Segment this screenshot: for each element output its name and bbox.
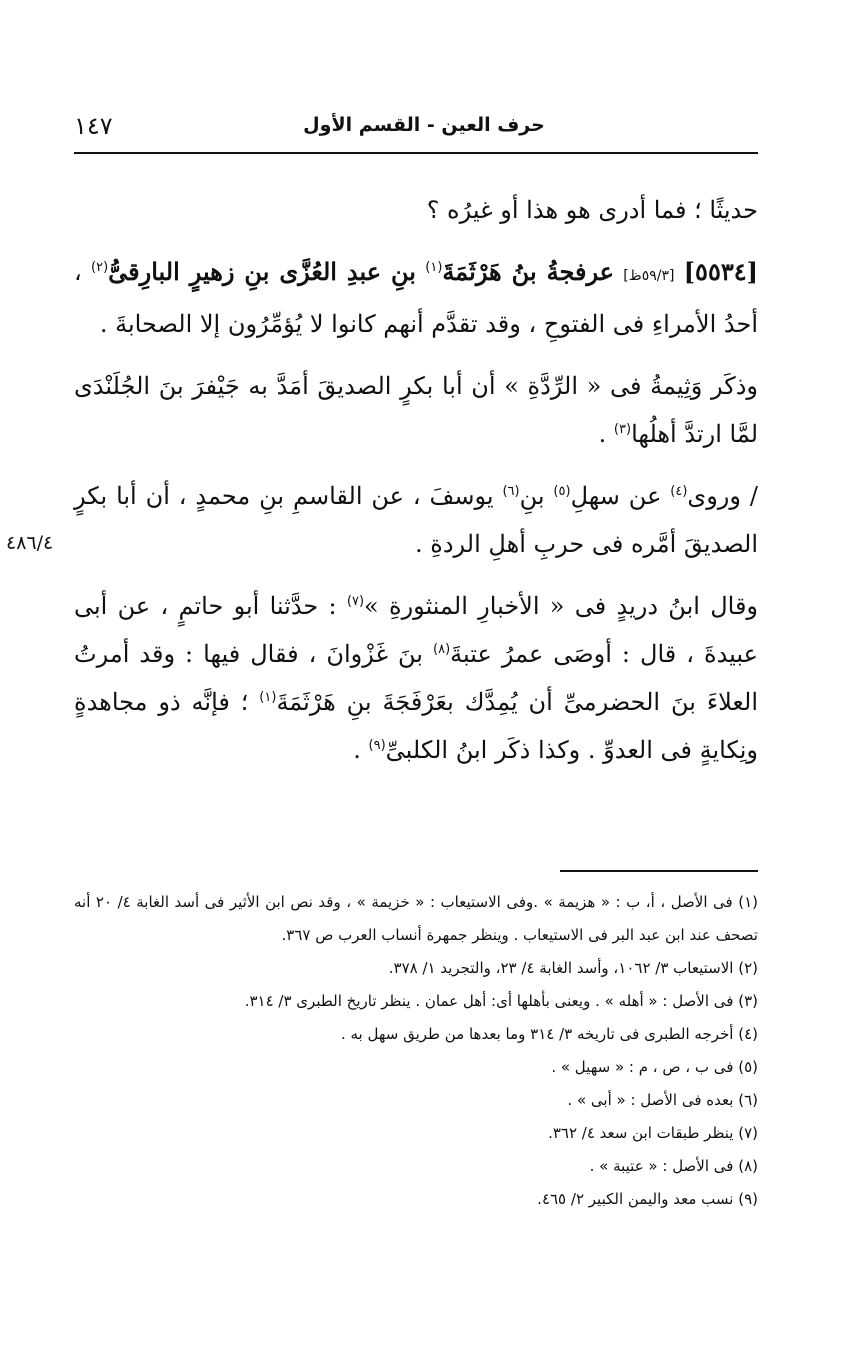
- paragraph-5-text-a: وقال ابنُ دريدٍ فى « الأخبارِ المنثورةِ »: [364, 592, 759, 620]
- footnote: (٥) فى ب ، ص ، م : « سهيل » .: [551, 1058, 758, 1076]
- footnote: (٢) الاستيعاب ٣/ ١٠٦٢، وأسد الغابة ٤/ ٢٣، والتجريد ١/ ٣٧٨.: [388, 959, 758, 977]
- entry-reference: [٥٩/٣ظ]: [623, 268, 675, 284]
- footnote-marker: (٢): [91, 260, 109, 275]
- footnote-marker: (١): [259, 690, 277, 705]
- footnotes: [74, 886, 758, 1216]
- footnote-marker: (٧): [346, 594, 365, 609]
- footnote: (٩) نسب معد واليمن الكبير ٢/ ٤٦٥.: [537, 1190, 758, 1208]
- footnote: (٨) فى الأصل : « عتيبة » .: [589, 1157, 758, 1175]
- footnote-separator: [560, 870, 758, 872]
- paragraph-5-text-b: : حدَّثنا أبو حاتمٍ ، عن أبى عبيدةَ ، قال : أوصَى عمرُ عتبةَ: [74, 592, 758, 668]
- page-number: ١٤٧: [74, 112, 113, 140]
- margin-volume-page: ٤٨٦/٤: [6, 532, 54, 554]
- footnote-marker: (٦): [502, 484, 520, 499]
- footnote: (٧) ينظر طبقات ابن سعد ٤/ ٣٦٢.: [548, 1124, 758, 1142]
- footnote-marker: (١): [425, 260, 443, 275]
- paragraph-3-text: وذكَر وَثِيمةُ فى « الرِّدَّةِ » أن أبا بكرٍ الصديقَ أمَدَّ به جَيْفرَ بنَ الجُلَنْدَى لمَّا ارتدَّ أهلُها: [74, 372, 758, 448]
- footnote: (٦) بعده فى الأصل : « أبى » .: [567, 1091, 758, 1109]
- paragraph-4-text-b: عن سهلِ: [570, 482, 662, 510]
- footnote-marker: (٩): [368, 738, 386, 753]
- paragraph-5: وقال ابنُ دريدٍ فى « الأخبارِ المنثورةِ »$^{(٧)}$ : حدَّثنا أبو حاتمٍ ، عن أبى عبيدةَ ، قال : أوصَى عمرُ عتبةَ$^{(٨)}$ بنَ غَزْوانَ ، فقال فيها : وقد أمرتُ العلاءَ بنَ الحضرمىِّ أن يُمِدَّك بعَرْفَجَةَ بنِ هَرْثَمَةَ$^{(١)}$ ؛ فإنَّه ذو مجاهدةٍ ونِكايةٍ فى العدوِّ . وكذا ذكَر ابنُ الكلبىِّ$^{(٩)}$ .: [74, 592, 759, 764]
- header-rule: [74, 152, 758, 154]
- paragraph-5-text-c: بنَ غَزْوانَ ، فقال فيها : وقد أمرتُ العلاءَ بنَ الحضرمىِّ أن يُمِدَّك بعَرْفَجَةَ بنِ هَرْثَمَةَ: [74, 640, 758, 716]
- entry-name-continued: بنِ عبدِ العُزَّى بنِ زهيرٍ البارِقىُّ: [108, 257, 416, 286]
- paragraph-4: [74, 472, 758, 568]
- footnote-marker: (٥): [553, 484, 571, 499]
- footnote: (٣) فى الأصل : « أهله » . ويعنى بأهلها أى: أهل عمان . ينظر تاريخ الطبرى ٣/ ٣١٤.: [244, 992, 758, 1010]
- footnote: (٤) أخرجه الطبرى فى تاريخه ٣/ ٣١٤ وما بعدها من طريق سهل به .: [340, 1025, 758, 1043]
- footnote-marker: (٨): [433, 642, 451, 657]
- entry-text: ، أحدُ الأمراءِ فى الفتوحِ ، وقد تقدَّم أنهم كانوا لا يُؤمِّرُون إلا الصحابةَ .: [74, 258, 758, 338]
- paragraph-entry: [74, 248, 758, 348]
- footnote-marker: (٤): [670, 484, 688, 499]
- running-head: حرف العين - القسم الأول: [303, 114, 545, 136]
- footnote-marker: (٣): [613, 422, 632, 437]
- entry-name: عرفجةُ بنُ هَرْثَمَةَ: [442, 257, 615, 286]
- entry-number: [٥٥٣٤]: [683, 257, 758, 286]
- main-text: [74, 186, 758, 788]
- page-header: [74, 108, 758, 148]
- paragraph-1: حديثًا ؛ فما أدرى هو هذا أو غيرُه ؟: [426, 196, 758, 224]
- paragraph-5-text-d: ؛ فإنَّه ذو مجاهدةٍ ونِكايةٍ فى العدوِّ . وكذا ذكَر ابنُ الكلبىِّ: [74, 688, 758, 764]
- paragraph-4-text-d: يوسفَ ، عن القاسمِ بنِ محمدٍ ، أن أبا بكرٍ الصديقَ أمَّره فى حربِ أهلِ الردةِ .: [74, 482, 758, 558]
- footnote: (١) فى الأصل ، أ، ب : « هزيمة » .وفى الاستيعاب : « خزيمة » ، وقد نص ابن الأثير فى أسد الغابة ٤/ ٢٠ أنه تصحف عند ابن عبد البر فى الاستيعاب . وينظر جمهرة أنساب العرب ص ٣٦٧.: [74, 893, 759, 944]
- paragraph-4-text-c: بنِ: [519, 482, 545, 510]
- paragraph-4-text-a: / وروى: [687, 482, 758, 510]
- paragraph-3: وذكَر وَثِيمةُ فى « الرِّدَّةِ » أن أبا بكرٍ الصديقَ أمَدَّ به جَيْفرَ بنَ الجُلَنْدَى لمَّا ارتدَّ أهلُها$^{(٣)}$ .: [74, 372, 758, 448]
